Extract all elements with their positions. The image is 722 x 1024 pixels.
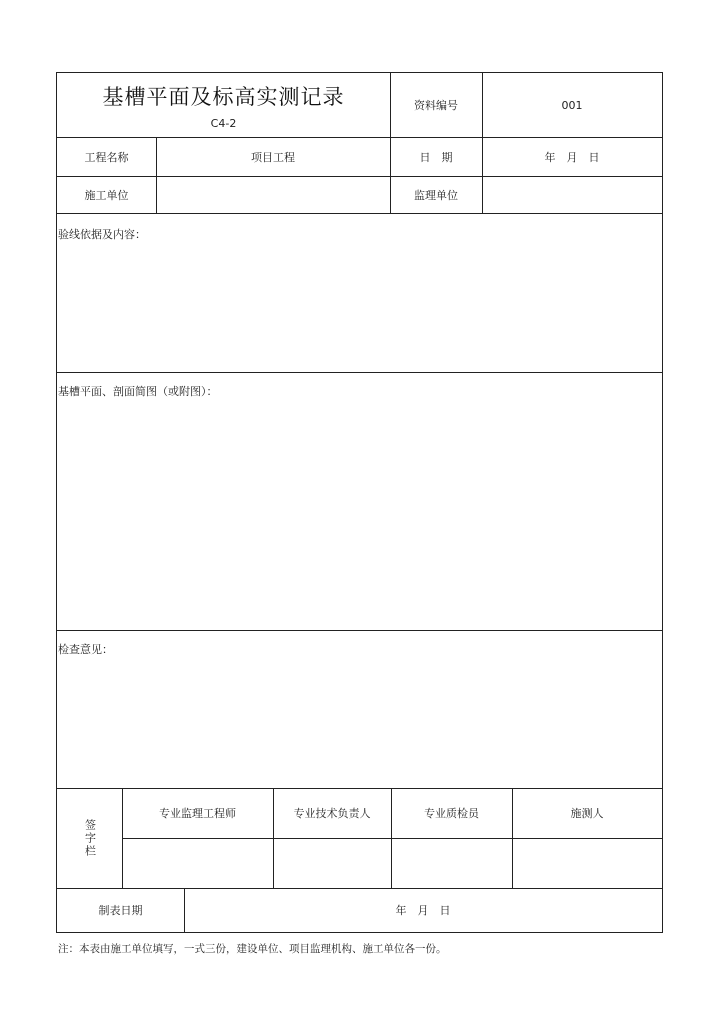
role-surveyor: 施测人 [570, 807, 604, 820]
rule-signature-bottom [57, 888, 662, 889]
signature-column-label [57, 788, 122, 888]
rule-sig-v2 [391, 788, 392, 888]
rule-rows-v0 [156, 137, 157, 213]
signature-field-engineer[interactable] [122, 838, 273, 888]
doc-no-label: 资料编号 [414, 99, 458, 112]
project-name-value[interactable]: 项目工程 [251, 150, 295, 164]
form-code: C4-2 [210, 116, 237, 130]
rule-header-bottom [57, 137, 662, 138]
construction-unit-label: 施工单位 [84, 188, 129, 202]
supervision-unit-value[interactable] [482, 176, 662, 213]
rule-plan-bottom [57, 630, 662, 631]
signature-field-inspector[interactable] [391, 838, 512, 888]
table-date-value[interactable]: 年 月 日 [395, 904, 451, 917]
date-label: 日 期 [419, 150, 453, 164]
construction-unit-value[interactable] [156, 176, 390, 213]
rule-header-v2 [482, 73, 483, 213]
doc-no-value[interactable]: 001 [561, 98, 583, 112]
rule-header-v1 [390, 73, 391, 213]
role-supervising-engineer: 专业监理工程师 [159, 807, 236, 820]
role-technical-lead: 专业技术负责人 [293, 807, 371, 820]
rule-footer-v [184, 888, 185, 932]
rule-opinion-bottom [57, 788, 662, 789]
footnote: 注：本表由施工单位填写，一式三份，建设单位、项目监理机构、施工单位各一份。 [58, 943, 447, 955]
rule-sig-v1 [273, 788, 274, 888]
rule-signature-mid [122, 838, 662, 839]
signature-field-surveyor[interactable] [512, 838, 662, 888]
date-value[interactable]: 年 月 日 [544, 150, 600, 164]
plan-section-label: 基槽平面、剖面简图（或附图）： [58, 385, 218, 398]
rule-sig-v3 [512, 788, 513, 888]
rule-unit-bottom [57, 213, 662, 214]
rule-sig-v0 [122, 788, 123, 888]
rule-basis-bottom [57, 372, 662, 373]
basis-section-label: 验线依据及内容： [58, 228, 146, 241]
supervision-unit-label: 监理单位 [414, 188, 458, 202]
record-form [56, 72, 663, 933]
project-name-label: 工程名称 [84, 150, 129, 164]
rule-project-bottom [57, 176, 662, 177]
signature-field-technical-lead[interactable] [273, 838, 391, 888]
role-quality-inspector: 专业质检员 [424, 807, 479, 820]
opinion-section-label: 检查意见： [58, 643, 113, 656]
title-block [57, 73, 390, 137]
signature-column-text: 签字栏 [83, 818, 97, 858]
form-title: 基槽平面及标高实测记录 [102, 84, 345, 109]
table-date-label: 制表日期 [98, 904, 143, 917]
